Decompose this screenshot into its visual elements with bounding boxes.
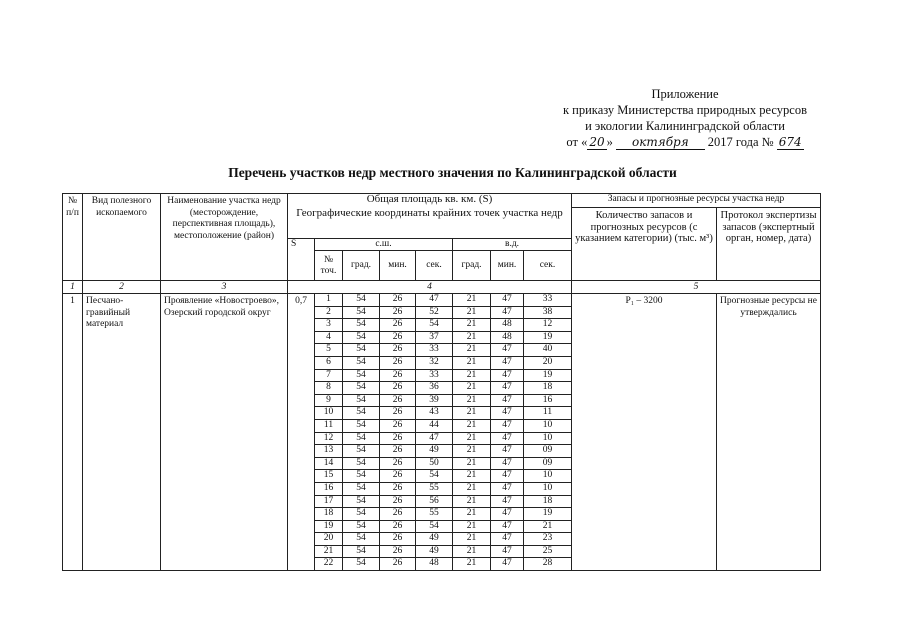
cell-lon-min: 47 (491, 495, 524, 508)
cell-lat-sec: 55 (416, 482, 453, 495)
column-number-5: 5 (572, 281, 821, 294)
cell-lon-min: 48 (491, 331, 524, 344)
header-lon-sec: сек. (524, 251, 572, 281)
header-name: Наименование участка недр (месторождение, перспективная площадь), местоположение (район) (161, 194, 288, 281)
cell-lat-deg: 54 (343, 382, 380, 395)
cell-lon-sec: 10 (524, 419, 572, 432)
cell-lat-deg: 54 (343, 407, 380, 420)
appendix-ministry-line: и экологии Калининградской области (585, 119, 785, 133)
cell-lon-min: 48 (491, 319, 524, 332)
cell-lon-sec: 38 (524, 306, 572, 319)
cell-lat-deg: 54 (343, 558, 380, 571)
cell-lon-min: 47 (491, 407, 524, 420)
header-type: Вид полезного ископаемого (83, 194, 161, 281)
appendix-order-line: к приказу Министерства природных ресурсов (562, 103, 807, 117)
cell-lon-min: 47 (491, 470, 524, 483)
cell-lat-deg: 54 (343, 495, 380, 508)
cell-lon-deg: 21 (453, 520, 491, 533)
cell-lat-min: 26 (380, 344, 416, 357)
cell-lon-sec: 20 (524, 356, 572, 369)
cell-lon-min: 47 (491, 394, 524, 407)
cell-lat-sec: 32 (416, 356, 453, 369)
cell-lon-deg: 21 (453, 432, 491, 445)
header-qty: Количество запасов и прогнозных ресурсов (с указанием категории) (тыс. м³) (572, 208, 717, 281)
cell-lat-deg: 54 (343, 508, 380, 521)
cell-lat-deg: 54 (343, 545, 380, 558)
cell-lon-sec: 09 (524, 445, 572, 458)
cell-lat-min: 26 (380, 331, 416, 344)
cell-lon-sec: 10 (524, 482, 572, 495)
cell-lat-sec: 56 (416, 495, 453, 508)
cell-lon-sec: 09 (524, 457, 572, 470)
handwritten-number: 674 (778, 135, 802, 149)
cell-point-no: 19 (315, 520, 343, 533)
site-reserves-qty: P₁ – 3200 (572, 294, 717, 571)
cell-lat-sec: 54 (416, 520, 453, 533)
cell-lat-sec: 49 (416, 533, 453, 546)
cell-lat-min: 26 (380, 558, 416, 571)
cell-lon-min: 47 (491, 344, 524, 357)
site-num: 1 (63, 294, 83, 571)
cell-lat-min: 26 (380, 369, 416, 382)
cell-lon-sec: 19 (524, 331, 572, 344)
cell-lat-deg: 54 (343, 319, 380, 332)
cell-lat-min: 26 (380, 445, 416, 458)
cell-lon-min: 47 (491, 294, 524, 307)
cell-lat-deg: 54 (343, 432, 380, 445)
cell-lon-sec: 19 (524, 369, 572, 382)
cell-point-no: 8 (315, 382, 343, 395)
cell-lat-sec: 44 (416, 419, 453, 432)
cell-point-no: 13 (315, 445, 343, 458)
header-s: S (288, 239, 315, 281)
cell-lon-min: 47 (491, 306, 524, 319)
cell-lat-sec: 50 (416, 457, 453, 470)
cell-lon-deg: 21 (453, 508, 491, 521)
column-number-4: 4 (288, 281, 572, 294)
cell-lat-min: 26 (380, 356, 416, 369)
cell-lat-min: 26 (380, 508, 416, 521)
cell-lon-deg: 21 (453, 382, 491, 395)
cell-lon-deg: 21 (453, 545, 491, 558)
cell-point-no: 12 (315, 432, 343, 445)
cell-lat-sec: 52 (416, 306, 453, 319)
cell-lon-min: 47 (491, 419, 524, 432)
table-row (63, 294, 821, 307)
cell-point-no: 15 (315, 470, 343, 483)
date-sep: » (606, 135, 613, 149)
cell-lon-min: 47 (491, 445, 524, 458)
cell-lat-sec: 47 (416, 432, 453, 445)
cell-lon-deg: 21 (453, 331, 491, 344)
cell-lon-min: 47 (491, 356, 524, 369)
header-point-no: № точ. (315, 251, 343, 281)
cell-lon-deg: 21 (453, 294, 491, 307)
cell-lat-min: 26 (380, 520, 416, 533)
cell-lon-sec: 18 (524, 495, 572, 508)
cell-lat-deg: 54 (343, 520, 380, 533)
cell-lat-deg: 54 (343, 445, 380, 458)
cell-lon-sec: 10 (524, 432, 572, 445)
cell-lat-sec: 49 (416, 445, 453, 458)
cell-lon-sec: 11 (524, 407, 572, 420)
cell-lat-min: 26 (380, 533, 416, 546)
cell-lon-deg: 21 (453, 533, 491, 546)
date-year: 2017 года № (707, 135, 774, 149)
cell-lat-deg: 54 (343, 344, 380, 357)
handwritten-day: 20 (589, 135, 605, 149)
appendix-date-line (520, 134, 850, 150)
cell-lon-min: 47 (491, 533, 524, 546)
cell-lat-sec: 36 (416, 382, 453, 395)
cell-lat-sec: 43 (416, 407, 453, 420)
cell-lat-deg: 54 (343, 470, 380, 483)
cell-lon-sec: 21 (524, 520, 572, 533)
cell-lon-min: 47 (491, 558, 524, 571)
cell-lon-sec: 25 (524, 545, 572, 558)
cell-point-no: 1 (315, 294, 343, 307)
cell-point-no: 18 (315, 508, 343, 521)
cell-lon-deg: 21 (453, 394, 491, 407)
cell-lon-deg: 21 (453, 344, 491, 357)
header-lon-deg: град. (453, 251, 491, 281)
cell-lat-sec: 54 (416, 319, 453, 332)
cell-point-no: 14 (315, 457, 343, 470)
cell-lon-min: 47 (491, 382, 524, 395)
cell-lon-sec: 28 (524, 558, 572, 571)
cell-lon-sec: 18 (524, 382, 572, 395)
cell-lon-sec: 10 (524, 470, 572, 483)
subsoil-sites-table (62, 193, 821, 571)
site-type: Песчано-гравийный материал (83, 294, 161, 571)
cell-point-no: 21 (315, 545, 343, 558)
header-coords: Географические координаты крайних точек участка недр (288, 208, 572, 239)
cell-point-no: 5 (315, 344, 343, 357)
site-area: 0,7 (288, 294, 315, 571)
cell-lat-deg: 54 (343, 457, 380, 470)
cell-lon-deg: 21 (453, 482, 491, 495)
cell-lat-min: 26 (380, 457, 416, 470)
cell-point-no: 7 (315, 369, 343, 382)
cell-lat-min: 26 (380, 319, 416, 332)
cell-point-no: 3 (315, 319, 343, 332)
cell-lon-deg: 21 (453, 457, 491, 470)
header-lat-min: мин. (380, 251, 416, 281)
date-prefix: от « (566, 135, 588, 149)
cell-lon-deg: 21 (453, 470, 491, 483)
cell-lon-min: 47 (491, 369, 524, 382)
cell-lon-min: 47 (491, 520, 524, 533)
cell-lon-sec: 23 (524, 533, 572, 546)
cell-lon-deg: 21 (453, 319, 491, 332)
site-protocol: Прогнозные ресурсы не утверждались (717, 294, 821, 571)
cell-lat-deg: 54 (343, 533, 380, 546)
cell-lon-deg: 21 (453, 445, 491, 458)
cell-point-no: 10 (315, 407, 343, 420)
cell-lon-deg: 21 (453, 495, 491, 508)
column-number-2: 2 (83, 281, 161, 294)
handwritten-month: октября (616, 135, 705, 150)
cell-point-no: 17 (315, 495, 343, 508)
cell-lat-min: 26 (380, 470, 416, 483)
cell-lat-deg: 54 (343, 394, 380, 407)
cell-point-no: 4 (315, 331, 343, 344)
cell-lat-min: 26 (380, 306, 416, 319)
cell-lat-min: 26 (380, 294, 416, 307)
cell-lat-sec: 47 (416, 294, 453, 307)
column-number-3: 3 (161, 281, 288, 294)
cell-point-no: 16 (315, 482, 343, 495)
cell-lon-min: 47 (491, 545, 524, 558)
cell-lon-min: 47 (491, 432, 524, 445)
cell-lat-deg: 54 (343, 482, 380, 495)
cell-lat-sec: 49 (416, 545, 453, 558)
cell-point-no: 22 (315, 558, 343, 571)
cell-lat-min: 26 (380, 407, 416, 420)
cell-lon-sec: 33 (524, 294, 572, 307)
cell-lon-sec: 40 (524, 344, 572, 357)
appendix-label: Приложение (651, 87, 719, 101)
cell-lat-min: 26 (380, 382, 416, 395)
cell-lat-deg: 54 (343, 331, 380, 344)
cell-point-no: 6 (315, 356, 343, 369)
cell-lat-min: 26 (380, 545, 416, 558)
cell-lat-min: 26 (380, 419, 416, 432)
cell-lon-min: 47 (491, 482, 524, 495)
header-lat-sec: сек. (416, 251, 453, 281)
cell-lon-deg: 21 (453, 356, 491, 369)
cell-point-no: 20 (315, 533, 343, 546)
cell-lat-sec: 55 (416, 508, 453, 521)
header-area: Общая площадь кв. км. (S) (288, 194, 572, 208)
cell-point-no: 9 (315, 394, 343, 407)
cell-lat-sec: 39 (416, 394, 453, 407)
cell-lat-min: 26 (380, 495, 416, 508)
header-lon-min: мин. (491, 251, 524, 281)
cell-lon-sec: 12 (524, 319, 572, 332)
header-lat-deg: град. (343, 251, 380, 281)
document-title: Перечень участков недр местного значения по Калининградской области (228, 165, 677, 180)
cell-lon-deg: 21 (453, 558, 491, 571)
cell-lat-sec: 48 (416, 558, 453, 571)
header-reserves: Запасы и прогнозные ресурсы участка недр (572, 194, 821, 208)
cell-lon-sec: 19 (524, 508, 572, 521)
cell-lat-min: 26 (380, 394, 416, 407)
header-north: с.ш. (315, 239, 453, 251)
cell-lat-sec: 33 (416, 344, 453, 357)
header-protocol: Протокол экспертизы запасов (экспертный орган, номер, дата) (717, 208, 821, 281)
table-body (63, 294, 821, 571)
header-east: в.д. (453, 239, 572, 251)
cell-lat-deg: 54 (343, 356, 380, 369)
cell-lat-min: 26 (380, 432, 416, 445)
cell-lon-min: 47 (491, 508, 524, 521)
cell-point-no: 2 (315, 306, 343, 319)
cell-lat-sec: 37 (416, 331, 453, 344)
cell-lat-sec: 54 (416, 470, 453, 483)
column-number-1: 1 (63, 281, 83, 294)
cell-lon-sec: 16 (524, 394, 572, 407)
header-num: № п/п (63, 194, 83, 281)
cell-lat-deg: 54 (343, 306, 380, 319)
cell-lon-deg: 21 (453, 419, 491, 432)
cell-lon-min: 47 (491, 457, 524, 470)
appendix-header (520, 86, 850, 150)
cell-lat-deg: 54 (343, 419, 380, 432)
cell-lon-deg: 21 (453, 306, 491, 319)
cell-lat-deg: 54 (343, 369, 380, 382)
cell-lon-deg: 21 (453, 407, 491, 420)
cell-lat-min: 26 (380, 482, 416, 495)
cell-lat-sec: 33 (416, 369, 453, 382)
cell-point-no: 11 (315, 419, 343, 432)
cell-lon-deg: 21 (453, 369, 491, 382)
cell-lat-deg: 54 (343, 294, 380, 307)
site-name: Проявление «Новостроево», Озерский городской округ (161, 294, 288, 571)
